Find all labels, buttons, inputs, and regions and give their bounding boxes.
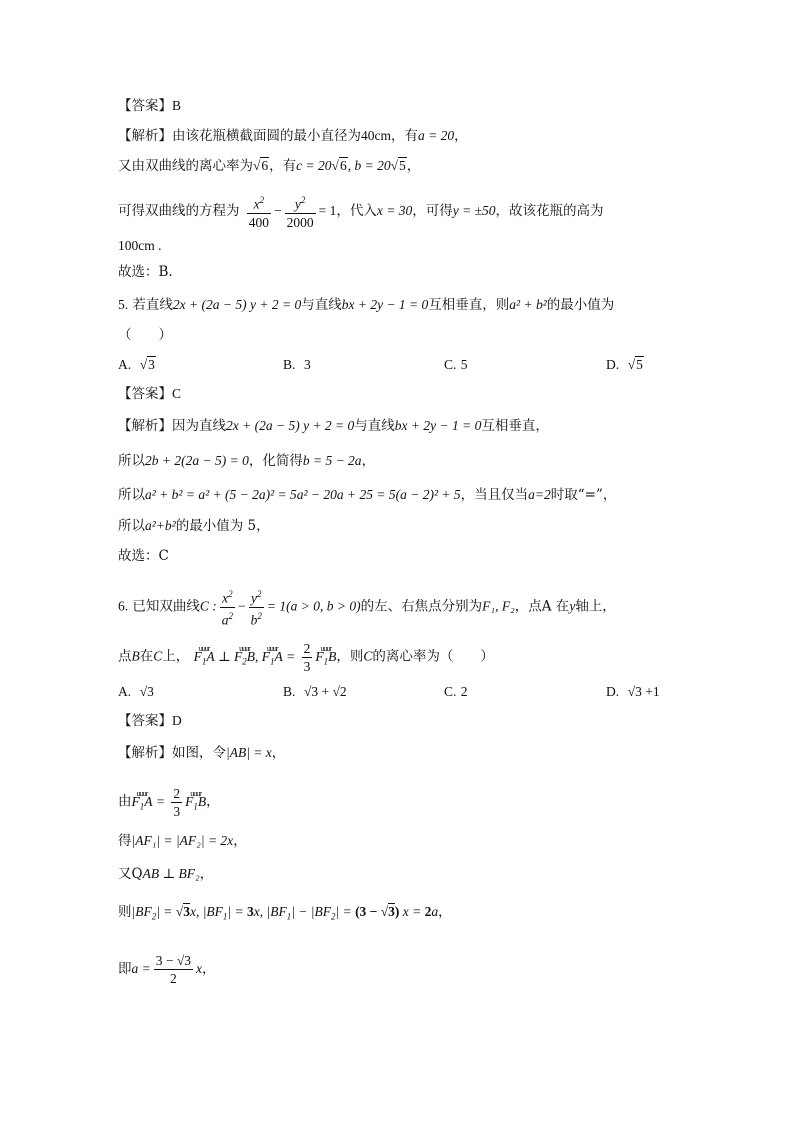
x-variable: x — [196, 961, 203, 976]
analysis-text: ，代入 — [336, 202, 377, 219]
analysis-text: 由 — [118, 793, 132, 810]
punct: ， — [233, 833, 247, 849]
equality-condition: a=2 — [528, 487, 551, 502]
q4-analysis-line-1 — [118, 126, 468, 146]
sqrt-expression: √6 — [331, 158, 347, 173]
q5-option-b — [283, 355, 311, 375]
analysis-label: 【解析】 — [118, 745, 172, 761]
q4-answer-line — [118, 96, 181, 116]
analysis-text: ，有 — [269, 158, 297, 174]
line-equation-2: bx + 2y − 1 = 0 — [394, 418, 482, 433]
q4-choose: 故选：B. — [118, 264, 173, 280]
analysis-text: 即 — [118, 961, 132, 977]
option-label: A. — [118, 684, 132, 699]
curve-name: C — [153, 648, 163, 664]
option-value: 2 — [460, 684, 468, 699]
option-label: D. — [606, 357, 620, 372]
q6-analysis-line-6 — [118, 952, 216, 987]
answer-value: D — [172, 713, 182, 728]
c-equation: c = 20 — [296, 158, 332, 173]
analysis-text: 由该花瓶横截面圆的最小直径为 — [172, 128, 361, 144]
b-equation: , b = 20 — [347, 158, 391, 173]
q4-analysis-line-4: 100cm . — [118, 238, 162, 253]
answer-label: 【答案】 — [118, 386, 172, 402]
axis-name: y — [569, 598, 576, 614]
vector-condition: uuur $F_1A$ ⊥ uuur $F_2B$, uuur $F_1A$ = $\frac{2}{3}$ uuur $F_1B$ — [193, 641, 337, 674]
analysis-text: 又Q — [118, 866, 143, 882]
a-expression: a = — [131, 961, 151, 976]
punct: ， — [438, 904, 452, 920]
vector-ratio: uuur $F_1A$ = $\frac{2}{3}$ uuur $F_1B$ — [131, 786, 207, 819]
equation-rhs: = 1 — [318, 202, 337, 218]
target-expression: a² + b² — [509, 297, 547, 312]
answer-value: C — [172, 386, 182, 401]
punct: ， — [361, 453, 376, 469]
option-value: √3 — [139, 684, 154, 699]
q6-analysis-line-2: 由 uuur $F_1A$ = $\frac{2}{3}$ uuur $F_1B$， — [118, 786, 220, 819]
analysis-text: 得 — [118, 833, 132, 849]
q5-analysis-line-3 — [118, 485, 616, 505]
point-b: B — [131, 648, 140, 664]
analysis-text: 互相垂直， — [481, 418, 549, 434]
question-number: 5. — [118, 297, 129, 312]
a-equation: a = 20 — [418, 128, 455, 143]
option-value: √3 — [139, 357, 155, 372]
stem-text: 上， — [162, 648, 190, 665]
sqrt-expression: √5 — [390, 158, 406, 173]
stem-text: 若直线 — [132, 297, 173, 313]
stem-text: 已知双曲线 — [132, 598, 200, 615]
option-value: √3 +1 — [627, 684, 660, 699]
answer-value: B — [172, 98, 182, 113]
bf-lengths: $|BF_2| = √3x$, $|BF_1| = 3x$, $|BF_1| - |BF_2| = (3 - √3) x = 2a$ — [131, 904, 439, 922]
diameter-value: 40cm — [361, 128, 391, 143]
stem-text: 的最小值为 — [546, 297, 615, 313]
foci: F₁, F₂ — [482, 598, 515, 614]
q5-analysis-line-4 — [118, 516, 270, 536]
analysis-label: 【解析】 — [118, 418, 172, 434]
option-value: 3 — [303, 357, 311, 372]
stem-text: ，点A 在 — [514, 598, 570, 615]
analysis-label: 【解析】 — [118, 128, 172, 144]
question-number: 6. — [118, 598, 129, 614]
option-label: B. — [283, 684, 296, 699]
x-value: x = 30 — [376, 202, 413, 218]
stem-text: 互相垂直，则 — [428, 297, 510, 313]
q6-stem-line-1: 6. 已知双曲线C : $\frac{x^2}{a^2}$ − $\frac{y^2}{b^2}$ = 1(a > 0, b > 0)的左、右焦点分别为F₁, F₂，点A 在y轴上， — [118, 586, 616, 628]
curve-name: C — [363, 648, 373, 664]
punct: ， — [454, 128, 468, 144]
q6-analysis-line-4 — [118, 864, 213, 884]
radicand: 6 — [261, 158, 269, 173]
option-label: C. — [444, 684, 457, 699]
perpendicular-condition: 2b + 2(2a − 5) = 0 — [145, 453, 249, 468]
analysis-text: 则 — [118, 904, 132, 920]
y-value: y = ±50 — [452, 202, 496, 218]
fraction-a: $\frac{3 - √3}{2}$ — [155, 953, 192, 986]
q5-stem — [118, 295, 614, 315]
line-equation-2: bx + 2y − 1 = 0 — [341, 297, 429, 312]
q5-option-a — [118, 355, 156, 375]
option-label: B. — [283, 357, 296, 372]
option-label: A. — [118, 357, 132, 372]
punct: ， — [199, 866, 214, 882]
analysis-text: 可得双曲线的方程为 — [118, 202, 240, 219]
line-equation-1: 2x + (2a − 5) y + 2 = 0 — [226, 418, 355, 433]
q4-analysis-line-3: 可得双曲线的方程为 $\frac{x^2}{400}$ − $\frac{y^2}{2000}$ = 1，代入x = 30，可得y = ±50，故该花瓶的高为 — [118, 192, 604, 231]
q6-stem-line-2 — [118, 640, 494, 675]
stem-text: 轴上， — [575, 598, 616, 615]
option-value: √5 — [627, 357, 643, 372]
analysis-text: 如图，令 — [172, 745, 226, 761]
analysis-text: 又由双曲线的离心率为 — [118, 158, 253, 174]
q6-answer-line — [118, 711, 182, 731]
punct: ， — [202, 961, 216, 977]
ab-length: |AB| = x — [226, 745, 272, 760]
derivation: a² + b² = a² + (5 − 2a)² = 5a² − 20a + 25 = 5(a − 2)² + 5 — [145, 487, 461, 502]
analysis-text: 与直线 — [354, 418, 395, 434]
q6-option-b — [283, 682, 347, 702]
af-lengths: |AF₁| = |AF₂| = 2x — [131, 833, 234, 848]
analysis-text: 所以 — [118, 453, 145, 469]
q5-option-d — [606, 355, 644, 375]
answer-label: 【答案】 — [118, 98, 172, 114]
punct: ， — [271, 745, 286, 761]
analysis-text: ，故该花瓶的高为 — [495, 202, 604, 219]
fraction-x2-400: $\frac{x^2}{400}$ — [247, 192, 271, 231]
q6-analysis-line-5 — [118, 902, 452, 927]
q4-analysis-line-2 — [118, 156, 420, 176]
analysis-text: 所以 — [118, 518, 145, 534]
q6-option-d — [606, 682, 660, 702]
curve-name: C : — [199, 598, 217, 614]
q6-option-a — [118, 682, 154, 702]
q6-option-c — [444, 682, 467, 702]
fraction-y2-2000: $\frac{y^2}{2000}$ — [285, 192, 316, 231]
analysis-text: ，可得 — [412, 202, 453, 219]
analysis-text: 时取“=”， — [550, 487, 617, 503]
q5-option-c — [444, 355, 467, 375]
q5-analysis-line-1 — [118, 416, 549, 436]
line-equation-1: 2x + (2a − 5) y + 2 = 0 — [172, 297, 302, 312]
q5-choose: 故选：C — [118, 548, 169, 564]
analysis-text: ，化简得 — [248, 453, 303, 469]
b-expression: b = 5 − 2a — [302, 453, 362, 468]
target-expression: a²+b² — [145, 518, 176, 533]
stem-text: ，则 — [336, 648, 364, 665]
punct: ， — [406, 158, 421, 174]
radicand: 5 — [399, 158, 406, 173]
option-value: √3 + √2 — [303, 684, 347, 699]
option-label: D. — [606, 684, 620, 699]
option-value: 5 — [460, 357, 468, 372]
q5-paren: （ ） — [118, 327, 172, 343]
stem-text: 的左、右焦点分别为 — [360, 598, 483, 615]
answer-label: 【答案】 — [118, 713, 172, 729]
radicand: 6 — [339, 158, 347, 173]
stem-text: 在 — [139, 648, 154, 665]
analysis-text: 因为直线 — [172, 418, 226, 434]
analysis-text: ，当且仅当 — [460, 487, 529, 503]
q6-analysis-line-1 — [118, 743, 285, 763]
perpendicular-relation: AB ⊥ BF₂ — [142, 866, 200, 881]
fraction-y2-b2: $\frac{y^2}{b^2}$ — [249, 586, 264, 628]
q5-analysis-line-2 — [118, 451, 375, 471]
analysis-text: ，有 — [391, 128, 418, 144]
analysis-text: 的最小值为 5， — [175, 518, 270, 534]
fraction-x2-a2: $\frac{x^2}{a^2}$ — [220, 586, 235, 628]
stem-text: 与直线 — [301, 297, 342, 313]
q5-answer-line — [118, 384, 181, 404]
sqrt-expression: √6 — [253, 158, 269, 173]
analysis-text: 所以 — [118, 487, 145, 503]
q6-analysis-line-3 — [118, 831, 247, 851]
hyperbola-condition: = 1(a > 0, b > 0) — [266, 598, 361, 614]
stem-text: 点 — [118, 648, 132, 665]
option-label: C. — [444, 357, 457, 372]
stem-text: 的离心率为（ ） — [372, 648, 494, 665]
